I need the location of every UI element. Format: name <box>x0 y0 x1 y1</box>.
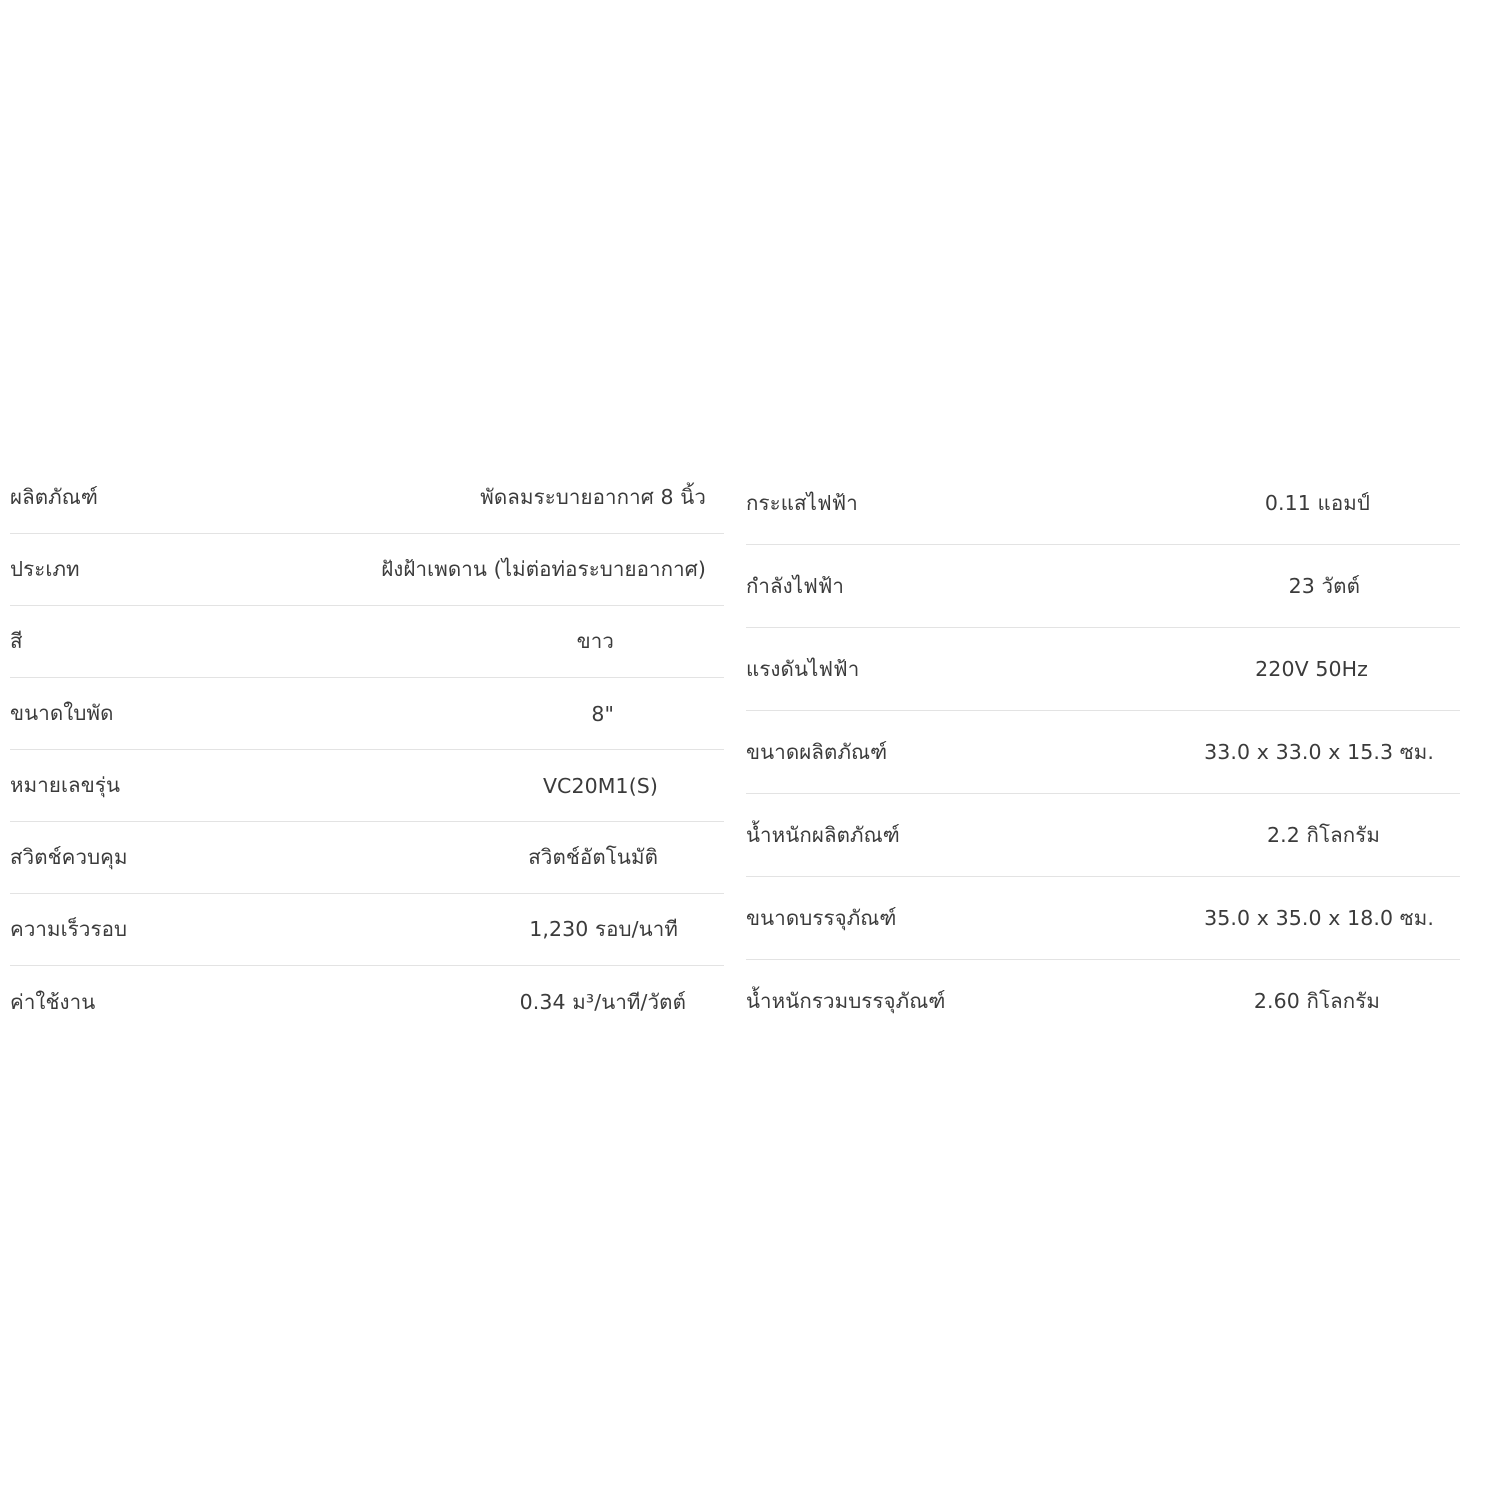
specification-column-left <box>0 462 742 1038</box>
spec-label: น้ำหนักผลิตภัณฑ์ <box>746 822 900 847</box>
spec-value: 23 วัตต์ <box>1288 573 1360 598</box>
spec-value: 0.11 แอมป์ <box>1264 490 1370 515</box>
spec-value: VC20M1(S) <box>542 773 658 798</box>
spec-row <box>746 628 1460 711</box>
spec-value: ฝังฝ้าเพดาน (ไม่ต่อท่อระบายอากาศ) <box>381 557 706 581</box>
spec-label: ขนาดบรรจุภัณฑ์ <box>746 905 897 930</box>
spec-value: 2.60 กิโลกรัม <box>1253 989 1380 1013</box>
spec-value: 35.0 x 35.0 x 18.0 ซม. <box>1204 905 1434 930</box>
spec-value: 1,230 รอบ/นาที <box>529 917 678 941</box>
spec-value: ขาว <box>576 629 614 653</box>
spec-row <box>746 462 1460 545</box>
spec-row <box>746 545 1460 628</box>
spec-row <box>10 606 724 678</box>
spec-row <box>10 750 724 822</box>
specification-column-right <box>742 462 1500 1043</box>
specification-table <box>0 462 1500 1043</box>
spec-row <box>10 462 724 534</box>
spec-label: ผลิตภัณฑ์ <box>10 485 99 509</box>
spec-label: กำลังไฟฟ้า <box>746 573 845 598</box>
spec-value: 2.2 กิโลกรัม <box>1266 822 1380 847</box>
spec-value: 8" <box>591 701 614 726</box>
spec-label: ขนาดใบพัด <box>10 701 114 725</box>
spec-row <box>10 966 724 1038</box>
spec-value: 220V 50Hz <box>1255 657 1368 681</box>
spec-row <box>746 794 1460 877</box>
spec-label: ประเภท <box>10 557 80 581</box>
spec-value: สวิตช์อัตโนมัติ <box>528 845 658 869</box>
spec-value: 33.0 x 33.0 x 15.3 ซม. <box>1204 739 1434 764</box>
spec-row <box>10 822 724 894</box>
spec-label: หมายเลขรุ่น <box>10 773 121 797</box>
spec-row <box>746 960 1460 1043</box>
spec-label: สี <box>10 629 23 653</box>
spec-row <box>10 894 724 966</box>
spec-row <box>10 534 724 606</box>
spec-label: กระแสไฟฟ้า <box>746 490 858 515</box>
spec-label: น้ำหนักรวมบรรจุภัณฑ์ <box>746 989 946 1013</box>
spec-label: แรงดันไฟฟ้า <box>746 656 860 681</box>
spec-row <box>10 678 724 750</box>
spec-row <box>746 711 1460 794</box>
spec-value: พัดลมระบายอากาศ 8 นิ้ว <box>480 485 706 509</box>
spec-label: ขนาดผลิตภัณฑ์ <box>746 739 888 764</box>
spec-row <box>746 877 1460 960</box>
spec-value: 0.34 ม³/นาที/วัตต์ <box>519 989 686 1014</box>
spec-label: ค่าใช้งาน <box>10 989 96 1014</box>
spec-label: สวิตช์ควบคุม <box>10 845 128 869</box>
spec-label: ความเร็วรอบ <box>10 917 128 941</box>
